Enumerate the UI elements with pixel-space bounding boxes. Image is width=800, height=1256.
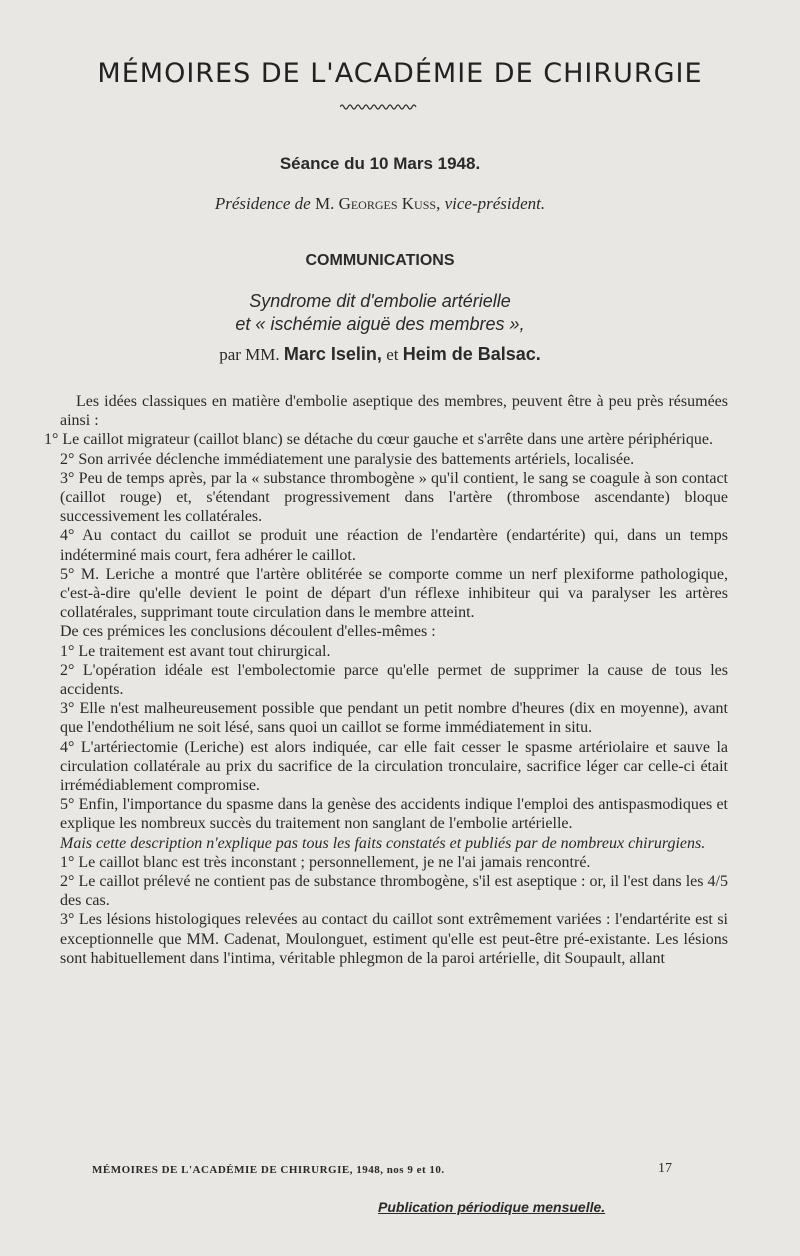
paragraph: 4° L'artériectomie (Leriche) est alors indiquée, car elle fait cesser le spasme artériolaire et sauve la circulation collatérale au prix du sacrifice de la circulation tronculaire, sacrifice léger car celle-ci était irrémédiablement compromise.: [60, 738, 728, 795]
paragraph: 1° Le caillot migrateur (caillot blanc) se détache du cœur gauche et s'arrête dans une artère périphérique.: [44, 431, 713, 449]
paragraph: 2° L'opération idéale est l'embolectomie parce qu'elle permet de supprimer la cause de tous les accidents.: [60, 661, 728, 699]
paragraph: 3° Elle n'est malheureusement possible que pendant un petit nombre d'heures (dix en moyenne), avant que l'endothélium ne soit lésé, sans quoi un caillot se forme immédiatement in situ.: [60, 700, 728, 737]
paragraph: 5° Enfin, l'importance du spasme dans la genèse des accidents indique l'emploi des antispasmodiques et explique les nombreux succès du traitement non sanglant de l'embolie artérielle.: [60, 796, 728, 833]
author-1: Marc Iselin,: [283, 344, 382, 364]
paragraph-italic: Mais cette description n'explique pas tous les faits constatés et publiés par de nombreux chirurgiens.: [60, 834, 706, 852]
author-2: Heim de Balsac.: [402, 344, 541, 364]
section-heading: COMMUNICATIONS: [305, 252, 455, 269]
article-title: [0, 290, 760, 336]
paragraph: 2° Son arrivée déclenche immédiatement une paralysie des battements artériels, localisée.: [60, 450, 635, 468]
presidency-title: M.: [314, 194, 335, 213]
presidency-prefix: Présidence de: [214, 194, 311, 213]
authors-prefix: par MM.: [219, 345, 280, 364]
ornament-divider: [340, 102, 418, 112]
authors-conj: et: [386, 345, 399, 364]
publication-note: Publication périodique mensuelle.: [378, 1199, 606, 1215]
presidency-line: [0, 194, 760, 214]
page-number: 17: [658, 1161, 672, 1176]
presidency-role: vice-président.: [444, 194, 546, 213]
paragraph: 5° M. Leriche a montré que l'artère oblitérée se comporte comme un nerf plexiforme pathologique, c'est-à-dire qu'elle devient le point de départ d'un réflexe inhibiteur qui va paralyser les artères collatérales, supprimant toute circulation dans le membre atteint.: [60, 565, 728, 622]
paragraph: 1° Le caillot blanc est très inconstant ; personnellement, je ne l'ai jamais rencontré.: [60, 853, 591, 871]
paragraph: 3° Peu de temps après, par la « substance thrombogène » qu'il contient, le sang se coagule à son contact (caillot rouge) et, s'étendant progressivement dans l'artère (thrombose ascendante) bloque successivement les collatérales.: [60, 469, 728, 526]
authors-line: [0, 344, 760, 365]
journal-title: MÉMOIRES DE L'ACADÉMIE DE CHIRURGIE: [97, 58, 703, 89]
paragraph: 2° Le caillot prélevé ne contient pas de substance thrombogène, s'il est aseptique : or, il l'est dans les 4/5 des cas.: [60, 873, 728, 910]
article-title-line1: Syndrome dit d'embolie artérielle: [249, 291, 511, 311]
paragraph: 4° Au contact du caillot se produit une réaction de l'endartère (endartérite) qui, dans un temps indéterminé mais court, fera adhérer le caillot.: [60, 527, 728, 564]
session-date: Séance du 10 Mars 1948.: [279, 154, 481, 173]
footer-journal: MÉMOIRES DE L'ACADÉMIE DE CHIRURGIE, 1948, nos 9 et 10.: [92, 1164, 445, 1176]
article-title-line2: et « ischémie aiguë des membres »,: [235, 314, 525, 334]
page-footer: [92, 1161, 672, 1177]
paragraph: 1° Le traitement est avant tout chirurgical.: [60, 642, 331, 660]
paragraph: De ces prémices les conclusions découlent d'elles-mêmes :: [60, 623, 436, 641]
paragraph: 3° Les lésions histologiques relevées au contact du caillot sont extrêmement variées : l'endartérite est si exceptionnelle que MM. Cadenat, Moulonguet, estiment qu'elle est peut-être pré-existante. Les lésions sont habituellement dans l'intima, véritable phlegmon de la paroi artérielle, dit Soupault, allant: [60, 911, 728, 967]
presidency-name: Georges Kuss,: [338, 194, 441, 213]
article-body: [44, 392, 728, 968]
paragraph: Les idées classiques en matière d'embolie aseptique des membres, peuvent être à peu près résumées ainsi :: [60, 393, 728, 430]
